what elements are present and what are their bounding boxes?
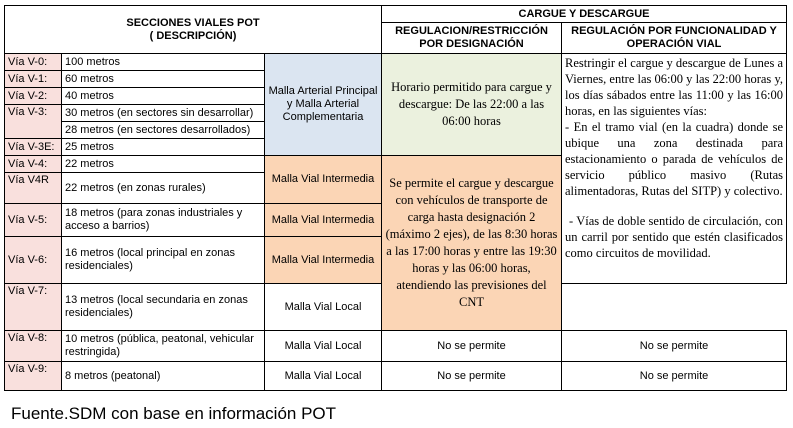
header-cargue: CARGUE Y DESCARGUE (382, 6, 787, 23)
malla-local: Malla Vial Local (265, 362, 382, 391)
header-descripcion: ( DESCRIPCIÓN) (149, 29, 237, 42)
via-desc: 25 metros (62, 139, 265, 156)
malla-intermedia: Malla Vial Intermedia (265, 156, 382, 204)
via-desc: 30 metros (en sectores sin desarrollar) (62, 105, 265, 122)
via-label: Vía V-3: (5, 105, 62, 139)
via-desc: 22 metros (en zonas rurales) (62, 173, 265, 204)
via-label: Vía V-0: (5, 54, 62, 71)
malla-arterial: Malla Arterial Principal y Malla Arterial Complementaria (265, 54, 382, 156)
funcionalidad-p2: - En el tramo vial (en la cuadra) donde se ubique una zona destinada para estacionamiento o parada de vehículos de servicio público masivo (Rutas alimentadoras, Rutas del SITP) y colectivo. (565, 120, 784, 198)
funcionalidad-v8: No se permite (562, 331, 787, 362)
via-label: Vía V-5: (5, 204, 62, 237)
road-sections-table (4, 5, 787, 391)
designacion-v8: No se permite (382, 331, 562, 362)
via-label: Vía V-8: (5, 331, 62, 362)
via-desc: 22 metros (62, 156, 265, 173)
header-funcionalidad: REGULACIÓN POR FUNCIONALIDAD Y OPERACIÓN VIAL (562, 23, 787, 54)
via-desc: 40 metros (62, 88, 265, 105)
via-label: Vía V-1: (5, 71, 62, 88)
via-desc: 13 metros (local secundaria en zonas residenciales) (62, 284, 265, 331)
funcionalidad-text (562, 54, 787, 284)
via-desc: 18 metros (para zonas industriales y acceso a barrios) (62, 204, 265, 237)
via-desc: 60 metros (62, 71, 265, 88)
malla-intermedia: Malla Vial Intermedia (265, 204, 382, 237)
via-desc: 16 metros (local principal en zonas residenciales) (62, 237, 265, 284)
malla-local: Malla Vial Local (265, 284, 382, 331)
via-desc: 28 metros (en sectores desarrollados) (62, 122, 265, 139)
funcionalidad-v9: No se permite (562, 362, 787, 391)
via-label: Vía V-9: (5, 362, 62, 391)
via-desc: 8 metros (peatonal) (62, 362, 265, 391)
header-designacion: REGULACION/RESTRICCIÓN POR DESIGNACIÓN (382, 23, 562, 54)
funcionalidad-p1: Restringir el cargue y descargue de Lunes a Viernes, entre las 06:00 y las 22:00 horas y, los días sábados entre las 11:00 y las 16:00 horas, en las siguientes vías: (565, 56, 784, 118)
header-secciones (5, 6, 382, 54)
via-desc: 10 metros (pública, peatonal, vehicular restringida) (62, 331, 265, 362)
designacion-arterial: Horario permitido para cargue y descargue: De las 22:00 a las 06:00 horas (382, 54, 562, 156)
via-desc: 100 metros (62, 54, 265, 71)
funcionalidad-p3: - Vías de doble sentido de circulación, con un carril por sentido que estén clasificados como circuitos de movilidad. (565, 214, 784, 260)
via-label: Vía V-4: (5, 156, 62, 173)
source-caption: Fuente.SDM con base en información POT (11, 404, 337, 423)
via-label: Vía V-6: (5, 237, 62, 284)
via-label: Vía V4R (5, 173, 62, 204)
designacion-intermedia: Se permite el cargue y descargue con vehículos de transporte de carga hasta designación 2 (máximo 2 ejes), de las 8:30 horas a las 17:00 horas y entre las 19:30 horas y las 06:00 horas, atendiendo las previsiones del CNT (382, 156, 562, 331)
via-label: Vía V-7: (5, 284, 62, 331)
via-label: Vía V-2: (5, 88, 62, 105)
malla-intermedia: Malla Vial Intermedia (265, 237, 382, 284)
via-label: Vía V-3E: (5, 139, 62, 156)
designacion-v9: No se permite (382, 362, 562, 391)
malla-local: Malla Vial Local (265, 331, 382, 362)
header-secciones-title: SECCIONES VIALES POT (126, 16, 260, 29)
